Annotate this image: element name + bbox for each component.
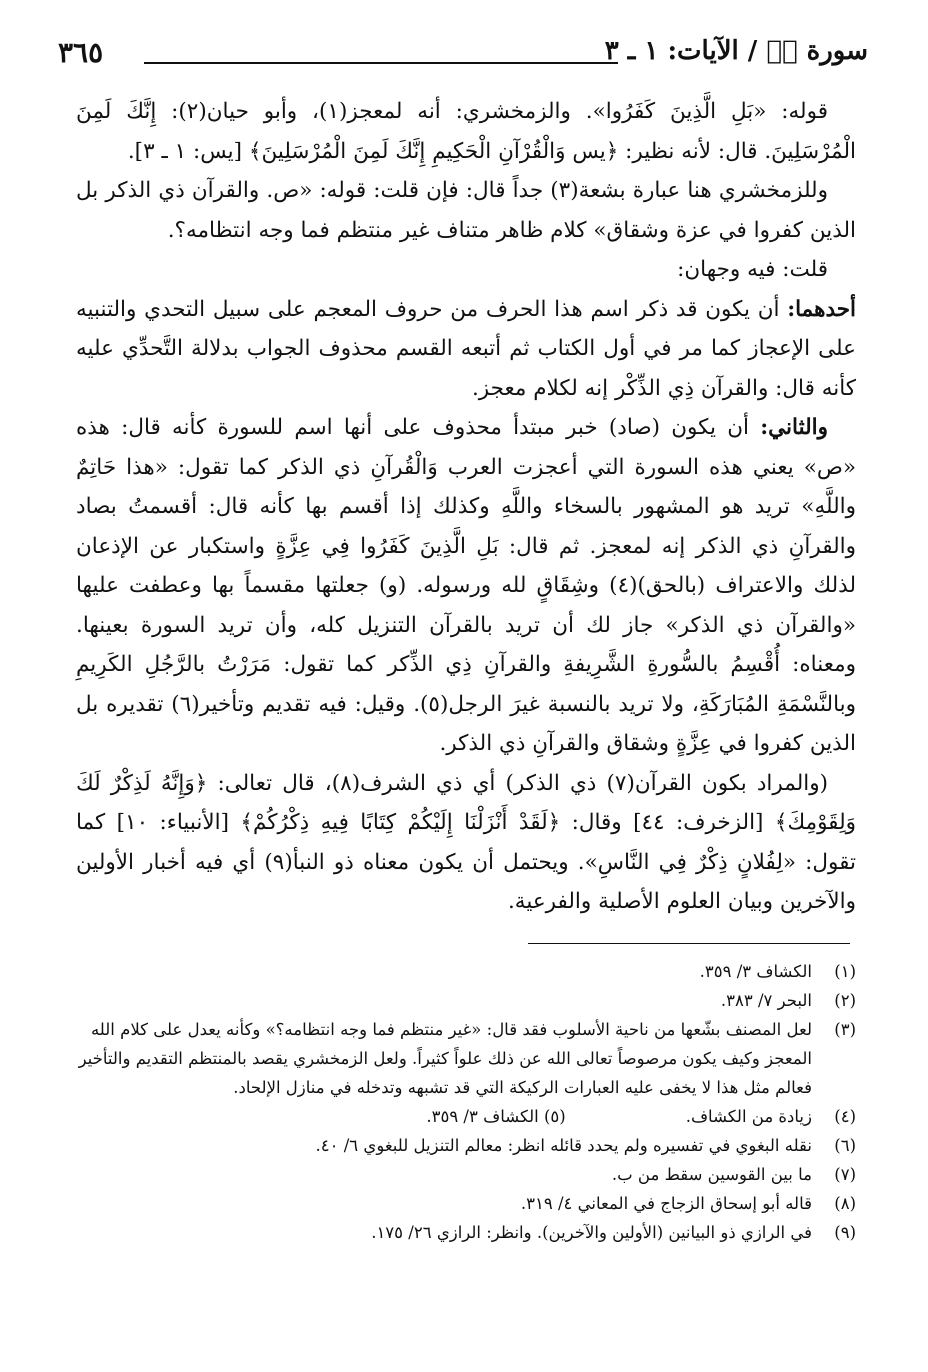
running-title: سورة صۤ / الآيات: ١ ـ ٣ — [604, 36, 868, 66]
paragraph — [76, 171, 856, 250]
paragraph — [76, 290, 856, 409]
footnote — [66, 1189, 856, 1218]
main-text — [76, 92, 856, 922]
footnote-number: (٤) — [834, 1107, 856, 1126]
footnote-number: (٣) — [834, 1020, 856, 1039]
footnote-number: (١) — [834, 962, 856, 981]
footnote-text: في الرازي ذو البيانين (الأولين والآخرين). وانظر: الرازي ٢٦/ ١٧٥. — [371, 1223, 812, 1242]
footnote-number: (٩) — [834, 1223, 856, 1242]
paragraph — [76, 92, 856, 171]
paragraph-lead: والثاني: — [760, 415, 828, 440]
footnote-number: (٧) — [834, 1165, 856, 1184]
paragraph-text: قوله: «بَلِ الَّذِينَ كَفَرُوا». والزمخشري: أنه لمعجز(١)، وأبو حيان(٢): إِنَّكَ لَمِنَ الْمُرْسَلِينَ. قال: لأنه نظير: ﴿يس وَالْقُرْآنِ الْحَكِيمِ إِنَّكَ لَمِنَ الْمُرْسَلِينَ﴾ [يس: ١ ـ ٣]. — [76, 99, 856, 164]
footnote-number: (٥) — [543, 1107, 566, 1126]
footnote-number: (٢) — [834, 991, 856, 1010]
paragraph-text: قلت: فيه وجهان: — [677, 257, 828, 282]
footnote-separator — [528, 943, 850, 944]
footnotes — [66, 957, 856, 1247]
footnote-text: البحر ٧/ ٣٨٣. — [720, 991, 812, 1010]
page-number: ٣٦٥ — [58, 36, 104, 69]
footnote — [66, 1015, 856, 1102]
footnote-text: الكشاف ٣/ ٣٥٩. — [426, 1107, 539, 1126]
footnote-text: ما بين القوسين سقط من ب. — [611, 1165, 812, 1184]
footnote-text: لعل المصنف بشّعها من ناحية الأسلوب فقد قال: «غير منتظم فما وجه انتظامه؟» وكأنه يعدل على كلام الله المعجز وكيف يكون مرصوصاً تعالى الله عن ذلك علواً كثيراً. ولعل الزمخشري يقصد بالمنتظم التقديم والتأخير فعالم مثل هذا لا يخفى عليه العبارات الركيكة التي قد تشبهه وتدخله في منازل الإلحاد. — [78, 1020, 812, 1097]
paragraph-text: أن يكون قد ذكر اسم هذا الحرف من حروف المعجم على سبيل التحدي والتنبيه على الإعجاز كما مر في أول الكتاب ثم أتبعه القسم محذوف الجواب بدلالة التَّحدِّي عليه كأنه قال: والقرآن ذِي الذِّكْر إنه لكلام معجز. — [76, 296, 856, 401]
paragraph — [76, 408, 856, 764]
paragraph — [76, 250, 856, 290]
footnote — [66, 957, 856, 986]
footnote-text: نقله البغوي في تفسيره ولم يحدد قائله انظر: معالم التنزيل للبغوي ٦/ ٤٠. — [315, 1136, 812, 1155]
page-header — [58, 32, 868, 72]
footnote-number: (٨) — [834, 1194, 856, 1213]
footnote — [66, 1218, 856, 1247]
footnote-number: (٦) — [834, 1136, 856, 1155]
paragraph-lead: أحدهما: — [787, 296, 856, 322]
header-rule — [144, 62, 618, 64]
footnote — [66, 1102, 856, 1131]
footnote-text: قاله أبو إسحاق الزجاج في المعاني ٤/ ٣١٩. — [520, 1194, 812, 1213]
paragraph — [76, 764, 856, 922]
footnote — [66, 1131, 856, 1160]
paragraph-text: أن يكون (صاد) خبر مبتدأ محذوف على أنها اسم للسورة كأنه قال: هذه «ص» يعني هذه السورة التي أعجزت العرب وَالْقُرآنِ ذي الذكر كما تقول: «هذا حَاتِمٌ واللَّهِ» تريد هو المشهور بالسخاء واللَّهِ وكذلك إذا أقسم بها كأنه قال: أقسمتُ بصاد والقرآنِ ذي الذكر إنه لمعجز. ثم قال: بَلِ الَّذِينَ كَفَرُوا فِي عِزَّةٍ واستكبار عن الإذعان لذلك والاعتراف (بالحق)(٤) وشِقَاقٍ لله ورسوله. (و) جعلتها مقسماً بها وعطفت عليها «والقرآن ذي الذكر» جاز لك أن تريد بالقرآن التنزيل كله، وأن تريد السورة بعينها. ومعناه: أُقْسِمُ بالسُّورةِ الشَّرِيفةِ والقرآنِ ذِي الذِّكر كما تقول: مَرَرْتُ بالرَّجُلِ الكَرِيمِ وبالنَّسْمَةِ المُبَارَكَةِ، ولا تريد بالنسبة غيرَ الرجل(٥). وقيل: فيه تقديم وتأخير(٦) تقديره بل الذين كفروا في عِزَّةٍ وشقاق والقرآنِ ذي الذكر. — [76, 415, 856, 756]
footnote — [66, 1160, 856, 1189]
paragraph-text: (والمراد بكون القرآن(٧) ذي الذكر) أي ذي الشرف(٨)، قال تعالى: ﴿وَإِنَّهُ لَذِكْرٌ لَكَ وَلِقَوْمِكَ﴾ [الزخرف: ٤٤] وقال: ﴿لَقَدْ أَنْزَلْنَا إِلَيْكُمْ كِتَابًا فِيهِ ذِكْرُكُمْ﴾ [الأنبياء: ١٠] كما تقول: «لِفُلانٍ ذِكْرٌ فِي النَّاسِ». ويحتمل أن يكون معناه ذو النبأ(٩) أي فيه أخبار الأولين والآخرين وبيان العلوم الأصلية والفرعية. — [76, 770, 856, 914]
footnote — [66, 986, 856, 1015]
footnote-text: زيادة من الكشاف. — [685, 1107, 812, 1126]
paragraph-text: وللزمخشري هنا عبارة بشعة(٣) جداً قال: فإن قلت: قوله: «ص. والقرآن ذي الذكر بل الذين كفروا في عزة وشقاق» كلام ظاهر متناف غير منتظم فما وجه انتظامه؟. — [76, 178, 856, 243]
footnote-text: الكشاف ٣/ ٣٥٩. — [699, 962, 812, 981]
